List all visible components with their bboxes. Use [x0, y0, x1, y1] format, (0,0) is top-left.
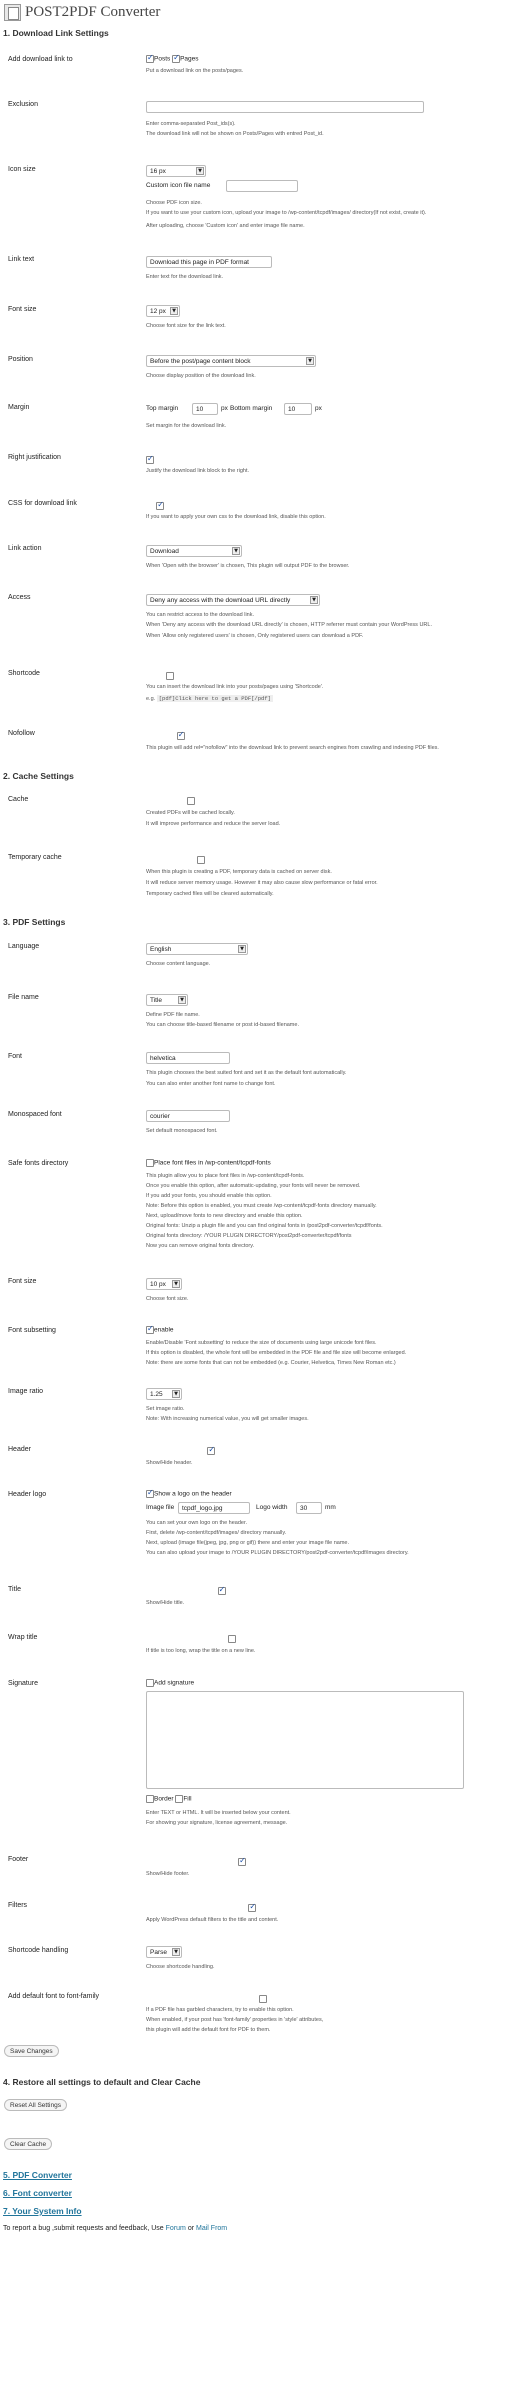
wrap-title-hint: If title is too long, wrap the title on a new line.	[146, 1648, 256, 1654]
safe-hint-4: Note: Before this option is enabled, you must create /wp-content/tcpdf-fonts directory manually.	[146, 1203, 377, 1209]
subset-hint-2: If this option is disabled, the whole font will be embedded in the PDF file and file size will become enlarged.	[146, 1350, 407, 1356]
css-checkbox[interactable]	[156, 502, 164, 510]
section-restore: 4. Restore all settings to default and Clear Cache	[3, 2077, 201, 2087]
pdf-font-size-select[interactable]: 10 px ▼	[146, 1278, 182, 1290]
border-checkbox[interactable]	[146, 1795, 154, 1803]
logo-hint-3: Next, upload (image file(jpeg, jpg, png or gif)) there and enter your image file name.	[146, 1540, 349, 1546]
chevron-down-icon: ▼	[238, 945, 246, 953]
page-title: POST2PDF Converter	[25, 3, 161, 20]
font-label: Font	[8, 1053, 23, 1060]
chevron-down-icon: ▼	[170, 307, 178, 315]
pages-checkbox[interactable]	[172, 55, 180, 63]
nofollow-label: Nofollow	[8, 730, 35, 737]
margin-label: Margin	[8, 404, 30, 411]
signature-hint-1: Enter TEXT or HTML. It will be inserted below your content.	[146, 1810, 291, 1816]
signature-textarea[interactable]	[146, 1691, 464, 1789]
pdf-plugin-icon	[4, 4, 21, 21]
footer-checkbox[interactable]	[238, 1858, 246, 1866]
shortcode-handling-select[interactable]: Parse ▼	[146, 1946, 182, 1958]
access-hint-2: When 'Deny any access with the download URL directly' is chosen, HTTP referrer must contain your WordPress URL.	[146, 622, 432, 628]
wrap-title-checkbox[interactable]	[228, 1635, 236, 1643]
fill-checkbox[interactable]	[175, 1795, 183, 1803]
custom-icon-label: Custom icon file name	[146, 182, 211, 189]
action-label: Link action	[8, 545, 42, 552]
ratio-hint-2: Note: With increasing numerical value, you will get smaller images.	[146, 1416, 309, 1422]
link-text-input[interactable]: Download this page in PDF format	[146, 256, 272, 268]
shortcode-checkbox[interactable]	[166, 672, 174, 680]
right-hint: Justify the download link block to the right.	[146, 468, 250, 474]
bottom-margin-input[interactable]: 10	[284, 403, 312, 415]
pdf-font-size-label: Font size	[8, 1278, 37, 1285]
shortcode-label: Shortcode	[8, 670, 40, 677]
font-input[interactable]: helvetica	[146, 1052, 230, 1064]
link-text-hint: Enter text for the download link.	[146, 274, 224, 280]
page-header	[4, 2, 160, 22]
right-checkbox[interactable]	[146, 456, 154, 464]
header-hint: Show/Hide header.	[146, 1460, 193, 1466]
mono-font-input[interactable]: courier	[146, 1110, 230, 1122]
exclusion-hint-1: Enter comma-separated Post_ids(s).	[146, 121, 236, 127]
filename-select[interactable]: Title ▼	[146, 994, 188, 1006]
section-pdf: 3. PDF Settings	[3, 917, 66, 927]
cache-hint-1: Created PDFs will be cached locally.	[146, 810, 235, 816]
font-hint-2: You can also enter another font name to change font.	[146, 1081, 276, 1087]
logo-hint-1: You can set your own logo on the header.	[146, 1520, 248, 1526]
position-label: Position	[8, 356, 33, 363]
filters-checkbox[interactable]	[248, 1904, 256, 1912]
access-label: Access	[8, 594, 31, 601]
footer-hint: Show/Hide footer.	[146, 1871, 190, 1877]
reset-settings-button[interactable]: Reset All Settings	[4, 2099, 67, 2111]
action-hint: When 'Open with the browser' is chosen, This plugin will output PDF to the browser.	[146, 563, 350, 569]
signature-label: Signature	[8, 1680, 38, 1687]
exclusion-hint-2: The download link will not be shown on Posts/Pages with entred Post_id.	[146, 131, 324, 137]
safe-hint-7: Original fonts directory: /YOUR PLUGIN DIRECTORY/post2pdf-converter/tcpdf/fonts	[146, 1233, 352, 1239]
action-select[interactable]: Download ▼	[146, 545, 242, 557]
chevron-down-icon: ▼	[196, 167, 204, 175]
section-cache: 2. Cache Settings	[3, 771, 74, 781]
header-label: Header	[8, 1446, 31, 1453]
chevron-down-icon: ▼	[172, 1280, 180, 1288]
safe-hint-5: Next, upload/move fonts to new directory and enable this option.	[146, 1213, 303, 1219]
shortcode-example: e.g. [pdf]Click here to get a PDF[/pdf]	[146, 695, 271, 702]
system-info-link[interactable]: 7. Your System Info	[3, 2206, 82, 2216]
exclusion-input[interactable]	[146, 101, 424, 113]
title-hint: Show/Hide title.	[146, 1600, 185, 1606]
pdf-font-size-hint: Choose font size.	[146, 1296, 189, 1302]
subset-label: Font subsetting	[8, 1327, 56, 1334]
posts-pages-checks: ✓ Posts ✓ Pages	[146, 55, 199, 63]
section-download: 1. Download Link Settings	[3, 28, 109, 38]
filters-hint: Apply WordPress default filters to the title and content.	[146, 1917, 279, 1923]
filename-hint-2: You can choose title-based filename or post id-based filename.	[146, 1022, 299, 1028]
subset-check[interactable]: ✓ enable	[146, 1326, 174, 1334]
position-select[interactable]: Before the post/page content block ▼	[146, 355, 316, 367]
logo-width-label: Logo width	[256, 1504, 288, 1511]
cache-hint-2: It will improve performance and reduce the server load.	[146, 821, 281, 827]
subset-hint-1: Enable/Disable 'Font subsetting' to reduce the size of documents using large unicode font files.	[146, 1340, 377, 1346]
image-file-label: Image file	[146, 1504, 175, 1511]
chevron-down-icon: ▼	[172, 1390, 180, 1398]
signature-check[interactable]: Add signature	[146, 1679, 194, 1687]
subset-hint-3: Note: there are some fonts that can not be embedded (e.g. Courier, Helvetica, Times New Roman etc.)	[146, 1360, 396, 1366]
signature-hint-2: For showing your signature, license agreement, message.	[146, 1820, 288, 1826]
safe-fonts-check[interactable]: Place font files in /wp-content/tcpdf-fonts	[146, 1159, 271, 1167]
font-size-label: Font size	[8, 306, 37, 313]
temp-hint-1: When this plugin is creating a PDF, temporary data is cached on server disk.	[146, 869, 332, 875]
title-checkbox[interactable]	[218, 1587, 226, 1595]
mail-form-link[interactable]: Mail From	[196, 2225, 228, 2232]
access-select[interactable]: Deny any access with the download URL directly ▼	[146, 594, 320, 606]
ratio-label: Image ratio	[8, 1388, 44, 1395]
access-hint-3: When 'Allow only registered users' is chosen, Only registered users can download a PDF.	[146, 633, 364, 639]
shortcode-hint: You can insert the download link into your posts/pages using 'Shortcode'.	[146, 684, 324, 690]
logo-width-input[interactable]: 30	[296, 1502, 322, 1514]
access-hint-1: You can restrict access to the download link.	[146, 612, 255, 618]
logo-check[interactable]: ✓ Show a logo on the header	[146, 1490, 232, 1498]
custom-icon-input[interactable]	[226, 180, 298, 192]
nofollow-checkbox[interactable]	[177, 732, 185, 740]
font-family-hint-3: this plugin will add the default font for PDF to them.	[146, 2027, 271, 2033]
mono-font-label: Monospaced font	[8, 1111, 62, 1118]
icon-size-label: Icon size	[8, 166, 36, 173]
temp-cache-checkbox[interactable]	[197, 856, 205, 864]
font-family-checkbox[interactable]	[259, 1995, 267, 2003]
add-link-hint: Put a download link on the posts/pages.	[146, 68, 244, 74]
shortcode-handling-label: Shortcode handling	[8, 1947, 69, 1954]
chevron-down-icon: ▼	[232, 547, 240, 555]
save-changes-button[interactable]: Save Changes	[4, 2045, 59, 2057]
icon-hint-2: If you want to use your custom icon, upload your image to /wp-content/tcpdf/images/ directory(If not exist, create it).	[146, 210, 427, 216]
safe-hint-2: Once you enable this option, after automatic-updating, your fonts will never be removed.	[146, 1183, 361, 1189]
px-unit: px	[221, 405, 228, 412]
font-family-label: Add default font to font-family	[8, 1993, 100, 2000]
language-hint: Choose content language.	[146, 961, 211, 967]
icon-hint-1: Choose PDF icon size.	[146, 200, 202, 206]
chevron-down-icon: ▼	[310, 596, 318, 604]
safe-hint-6: Original fonts: Unzip a plugin file and you can find original fonts in /post2pdf-converter/tcpdf/fonts.	[146, 1223, 383, 1229]
top-margin-label: Top margin	[146, 405, 179, 412]
icon-hint-3: After uploading, choose 'Custom icon' and enter image file name.	[146, 223, 305, 229]
ratio-select[interactable]: 1.25 ▼	[146, 1388, 182, 1400]
cache-label: Cache	[8, 796, 29, 803]
chevron-down-icon: ▼	[306, 357, 314, 365]
posts-checkbox[interactable]	[146, 55, 154, 63]
ratio-hint-1: Set image ratio.	[146, 1406, 185, 1412]
font-converter-link[interactable]: 6. Font converter	[3, 2188, 72, 2198]
filename-label: File name	[8, 994, 39, 1001]
language-select[interactable]: English ▼	[146, 943, 248, 955]
footer-text: To report a bug ,submit requests and feedback, Use Forum or Mail From	[3, 2225, 228, 2232]
bottom-margin-label: Bottom margin	[230, 405, 273, 412]
nofollow-hint: This plugin will add rel="nofollow" into the download link to prevent search engines from crawling and indexing PDF files.	[146, 745, 439, 751]
right-label: Right justification	[8, 454, 61, 461]
logo-hint-2: First, delete /wp-content/tcpdf/images/ directory manually.	[146, 1530, 287, 1536]
chevron-down-icon: ▼	[172, 1948, 180, 1956]
safe-hint-3: If you add your fonts, you should enable this option.	[146, 1193, 272, 1199]
css-hint: If you want to apply your own css to the download link, disable this option.	[146, 514, 326, 520]
margin-hint: Set margin for the download link.	[146, 423, 227, 429]
logo-label: Header logo	[8, 1491, 47, 1498]
footer-label: Footer	[8, 1856, 29, 1863]
clear-cache-button[interactable]: Clear Cache	[4, 2138, 52, 2150]
filename-hint-1: Define PDF file name.	[146, 1012, 200, 1018]
link-text-label: Link text	[8, 256, 35, 263]
font-family-hint-2: When enabled, if your post has 'font-family' properties in 'style' attributes,	[146, 2017, 324, 2023]
font-hint-1: This plugin chooses the best suited font and set it as the default font automatically.	[146, 1070, 347, 1076]
header-checkbox[interactable]	[207, 1447, 215, 1455]
image-file-input[interactable]: tcpdf_logo.jpg	[178, 1502, 250, 1514]
forum-link[interactable]: Forum	[165, 2225, 186, 2232]
logo-hint-4: You can also upload your image to /YOUR PLUGIN DIRECTORY/post2pdf-converter/tcpdf/images directory.	[146, 1550, 409, 1556]
pdf-converter-link[interactable]: 5. PDF Converter	[3, 2170, 72, 2180]
chevron-down-icon: ▼	[178, 996, 186, 1004]
safe-fonts-checkbox[interactable]	[146, 1159, 154, 1167]
safe-hint-1: This plugin allow you to place font files in /wp-content/tcpdf-fonts.	[146, 1173, 305, 1179]
temp-cache-label: Temporary cache	[8, 854, 62, 861]
top-margin-input[interactable]: 10	[192, 403, 218, 415]
add-link-label: Add download link to	[8, 56, 73, 63]
shortcode-handling-hint: Choose shortcode handling.	[146, 1964, 215, 1970]
language-label: Language	[8, 943, 40, 950]
title-label: Title	[8, 1586, 21, 1593]
border-fill-checks: Border Fill	[146, 1795, 192, 1803]
signature-checkbox[interactable]	[146, 1679, 154, 1687]
safe-hint-8: Now you can remove original fonts directory.	[146, 1243, 255, 1249]
icon-size-select[interactable]: 16 px ▼	[146, 165, 206, 177]
font-size-select[interactable]: 12 px ▼	[146, 305, 180, 317]
logo-checkbox[interactable]	[146, 1490, 154, 1498]
subset-checkbox[interactable]	[146, 1326, 154, 1334]
font-family-hint-1: If a PDF file has garbled characters, try to enable this option.	[146, 2007, 294, 2013]
exclusion-label: Exclusion	[8, 101, 38, 108]
position-hint: Choose display position of the download link.	[146, 373, 256, 379]
temp-hint-3: Temporary cached files will be cleared automatically.	[146, 891, 274, 897]
font-size-hint: Choose font size for the link text.	[146, 323, 226, 329]
temp-hint-2: It will reduce server memory usage. However it may also cause slow performance or fatal error.	[146, 880, 378, 886]
px-unit: px	[315, 405, 322, 412]
wrap-title-label: Wrap title	[8, 1634, 38, 1641]
cache-checkbox[interactable]	[187, 797, 195, 805]
safe-fonts-label: Safe fonts directory	[8, 1160, 69, 1167]
filters-label: Filters	[8, 1902, 28, 1909]
css-label: CSS for download link	[8, 500, 77, 507]
mono-font-hint: Set default monospaced font.	[146, 1128, 218, 1134]
mm-unit: mm	[325, 1504, 336, 1511]
